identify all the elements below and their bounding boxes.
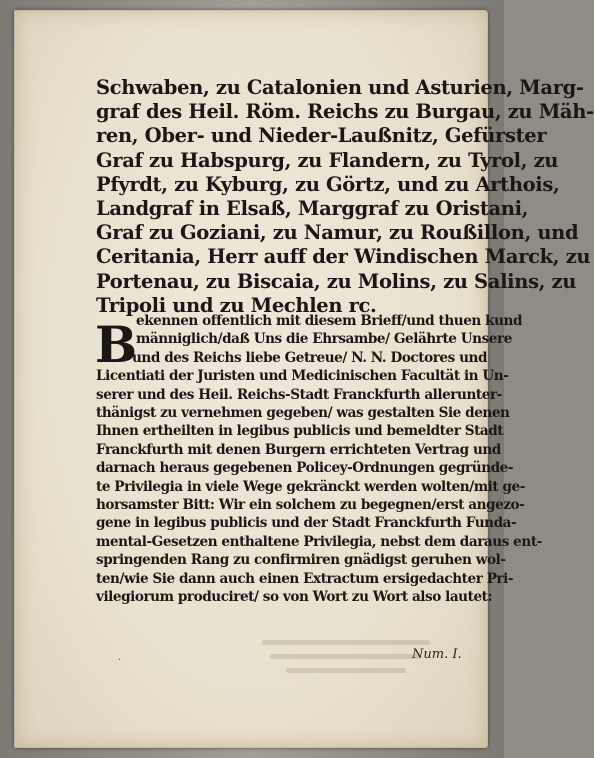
title-line: Landgraf in Elsaß, Marggraf zu Oristani, (96, 197, 529, 221)
title-line: Graf zu Habspurg, zu Flandern, zu Tyrol, zu (96, 148, 559, 172)
body-line: horsamster Bitt: Wir ein solchem zu begegnen/erst angezo- (96, 497, 525, 514)
body-line: serer und des Heil. Reichs-Stadt Franckfurth allerunter- (96, 386, 502, 403)
body-line: vilegiorum produciret/ so von Wort zu Wort also lautet: (96, 589, 493, 606)
body-text (96, 312, 542, 607)
title-line: Pfyrdt, zu Kyburg, zu Görtz, und zu Arthois, (96, 172, 560, 196)
title-line: ren, Ober- und Nieder-Laußnitz, Gefürster (96, 124, 547, 148)
body-line: Ihnen ertheilten in legibus publicis und bemeldter Stadt (96, 423, 504, 440)
show-through-strokes (250, 638, 430, 682)
body-line: ten/wie Sie dann auch einen Extractum ersigedachter Pri- (96, 570, 514, 587)
title-block (96, 76, 594, 318)
show-through-text (250, 638, 430, 686)
ink-speck: · (118, 655, 122, 666)
title-line: Graf zu Goziani, zu Namur, zu Roußillon, und (96, 221, 579, 245)
title-line: Portenau, zu Biscaia, zu Molins, zu Salins, zu (96, 269, 577, 293)
body-line: thänigst zu vernehmen gegeben/ was gestalten Sie denen (96, 405, 510, 422)
body-line: mental-Gesetzen enthaltene Privilegia, nebst dem daraus ent- (96, 533, 542, 550)
body-line: männiglich/daß Uns die Ehrsambe/ Gelährte Unsere (136, 331, 512, 348)
body-line: Licentiati der Juristen und Medicinischen Facultät in Un- (96, 368, 509, 385)
title-line: Schwaben, zu Catalonien und Asturien, Marg- (96, 76, 584, 99)
body-line: gene in legibus publicis und der Stadt Franckfurth Funda- (96, 515, 517, 532)
body-line: te Privilegia in viele Wege gekränckt werden wolten/mit ge- (96, 478, 525, 495)
body-line: darnach heraus gegebenen Policey-Ordnungen gegründe- (96, 460, 514, 477)
body-line: Franckfurth mit denen Burgern errichteten Vertrag und (96, 441, 501, 458)
catchword: Num. I. (412, 647, 462, 662)
title-line: Ceritania, Herr auff der Windischen Marck, zu (96, 245, 591, 269)
body-line: und des Reichs liebe Getreue/ N. N. Doctores und (132, 349, 488, 366)
title-line: graf des Heil. Röm. Reichs zu Burgau, zu Mäh- (96, 100, 594, 124)
decorated-initial: B (94, 315, 138, 374)
body-line: ekennen offentlich mit diesem Brieff/und thuen kund (136, 313, 523, 329)
body-line: springenden Rang zu confirmiren gnädigst geruhen wol- (96, 552, 506, 569)
title-line: Tripoli und zu Mechlen rc. (96, 293, 377, 317)
